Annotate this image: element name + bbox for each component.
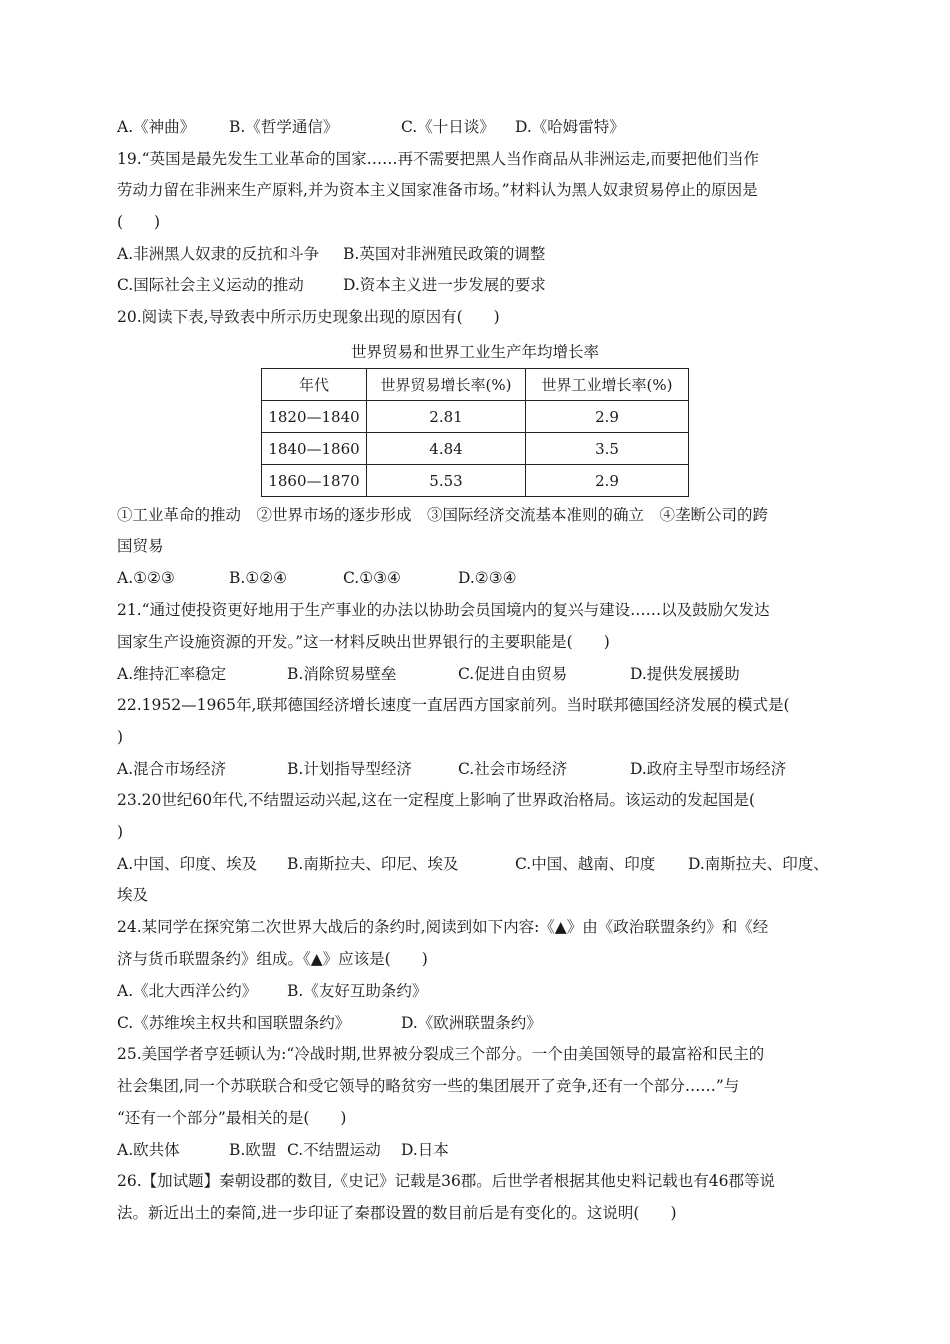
q25-option-d: D.日本	[401, 1141, 449, 1159]
table-caption: 世界贸易和世界工业生产年均增长率	[350, 343, 599, 361]
q23-option-a: A.中国、印度、埃及	[117, 855, 258, 873]
q22-stem-line-1: 22.1952—1965年,联邦德国经济增长速度一直居西方国家前列。当时联邦德国经济发展的模式是(	[117, 696, 790, 714]
q25-stem-line-3: “还有一个部分”最相关的是( )	[117, 1109, 347, 1127]
q18-option-c: C.《十日谈》	[401, 118, 495, 136]
table-cell: 2.9	[526, 401, 689, 433]
q25-option-b: B.欧盟	[229, 1141, 277, 1159]
q24-option-b: B.《友好互助条约》	[287, 982, 428, 1000]
q23-stem-line-2: )	[117, 823, 124, 841]
table-cell: 1840—1860	[262, 433, 367, 465]
q22-option-a: A.混合市场经济	[117, 760, 227, 778]
table-row	[262, 401, 689, 433]
table-cell: 2.81	[367, 401, 526, 433]
q25-stem-line-2: 社会集团,同一个苏联联合和受它领导的略贫穷一些的集团展开了竞争,还有一个部分……”与	[117, 1077, 740, 1095]
table-cell: 3.5	[526, 433, 689, 465]
q18-option-d: D.《哈姆雷特》	[515, 118, 625, 136]
q20-items-line-2: 国贸易	[117, 537, 164, 555]
q20-option-c: C.①③④	[343, 569, 401, 587]
q18-option-a: A.《神曲》	[117, 118, 196, 136]
table-cell: 5.53	[367, 465, 526, 497]
q23-option-d: D.南斯拉夫、印度、	[688, 855, 829, 873]
q25-option-a: A.欧共体	[117, 1141, 180, 1159]
table-header-cell: 年代	[262, 369, 367, 401]
q22-option-b: B.计划指导型经济	[287, 760, 412, 778]
q19-stem-line-1: 19.“英国是最先发生工业革命的国家……再不需要把黑人当作商品从非洲运走,而要把他们当作	[117, 150, 760, 168]
q25-option-c: C.不结盟运动	[287, 1141, 381, 1159]
q19-option-c: C.国际社会主义运动的推动	[117, 276, 304, 294]
q24-option-a: A.《北大西洋公约》	[117, 982, 258, 1000]
q22-option-c: C.社会市场经济	[458, 760, 568, 778]
q20-stem: 20.阅读下表,导致表中所示历史现象出现的原因有( )	[117, 308, 500, 326]
q21-option-c: C.促进自由贸易	[458, 665, 568, 683]
q20-option-a: A.①②③	[117, 569, 175, 587]
q24-stem-line-2: 济与货币联盟条约》组成。《▲》应该是( )	[117, 950, 428, 968]
q22-option-d: D.政府主导型市场经济	[630, 760, 787, 778]
q26-stem-line-1: 26.【加试题】秦朝设郡的数目,《史记》记载是36郡。后世学者根据其他史料记载也有46郡等说	[117, 1172, 776, 1190]
table-cell: 2.9	[526, 465, 689, 497]
q24-option-d: D.《欧洲联盟条约》	[401, 1014, 542, 1032]
q23-option-b: B.南斯拉夫、印尼、埃及	[287, 855, 459, 873]
table-row	[262, 465, 689, 497]
table-cell: 1860—1870	[262, 465, 367, 497]
table-cell: 4.84	[367, 433, 526, 465]
q22-stem-line-2: )	[117, 728, 124, 746]
q19-option-d: D.资本主义进一步发展的要求	[343, 276, 546, 294]
table-row	[262, 433, 689, 465]
table-header-cell: 世界贸易增长率(%)	[367, 369, 526, 401]
q21-stem-line-1: 21.“通过使投资更好地用于生产事业的办法以协助会员国境内的复兴与建设……以及鼓励欠发达	[117, 601, 770, 619]
q19-stem-line-2: 劳动力留在非洲来生产原料,并为资本主义国家准备市场。”材料认为黑人奴隶贸易停止的原因是	[117, 181, 758, 199]
q20-option-b: B.①②④	[229, 569, 288, 587]
q25-stem-line-1: 25.美国学者亨廷顿认为:“冷战时期,世界被分裂成三个部分。一个由美国领导的最富裕和民主的	[117, 1045, 765, 1063]
q18-option-b: B.《哲学通信》	[229, 118, 339, 136]
q20-option-d: D.②③④	[458, 569, 517, 587]
q24-stem-line-1: 24.某同学在探究第二次世界大战后的条约时,阅读到如下内容:《▲》由《政治联盟条约》和《经	[117, 918, 769, 936]
q21-stem-line-2: 国家生产设施资源的开发。”这一材料反映出世界银行的主要职能是( )	[117, 633, 610, 651]
q20-items-line-1: ①工业革命的推动 ②世界市场的逐步形成 ③国际经济交流基本准则的确立 ④垄断公司的跨	[117, 506, 769, 524]
q19-option-a: A.非洲黑人奴隶的反抗和斗争	[117, 245, 320, 263]
q23-option-c: C.中国、越南、印度	[515, 855, 656, 873]
q23-stem-line-1: 23.20世纪60年代,不结盟运动兴起,这在一定程度上影响了世界政治格局。该运动的发起国是(	[117, 791, 756, 809]
q24-option-c: C.《苏维埃主权共和国联盟条约》	[117, 1014, 351, 1032]
q21-option-b: B.消除贸易壁垒	[287, 665, 397, 683]
q23-option-d-wrap: 埃及	[117, 886, 149, 904]
table-header-row	[262, 369, 689, 401]
q21-option-d: D.提供发展援助	[630, 665, 740, 683]
q21-option-a: A.维持汇率稳定	[117, 665, 227, 683]
q19-stem-line-3: ( )	[117, 213, 161, 231]
q26-stem-line-2: 法。新近出土的秦简,进一步印证了秦郡设置的数目前后是有变化的。这说明( )	[117, 1204, 677, 1222]
q19-option-b: B.英国对非洲殖民政策的调整	[343, 245, 546, 263]
table-cell: 1820—1840	[262, 401, 367, 433]
table-header-cell: 世界工业增长率(%)	[526, 369, 689, 401]
growth-rate-table	[261, 368, 689, 497]
